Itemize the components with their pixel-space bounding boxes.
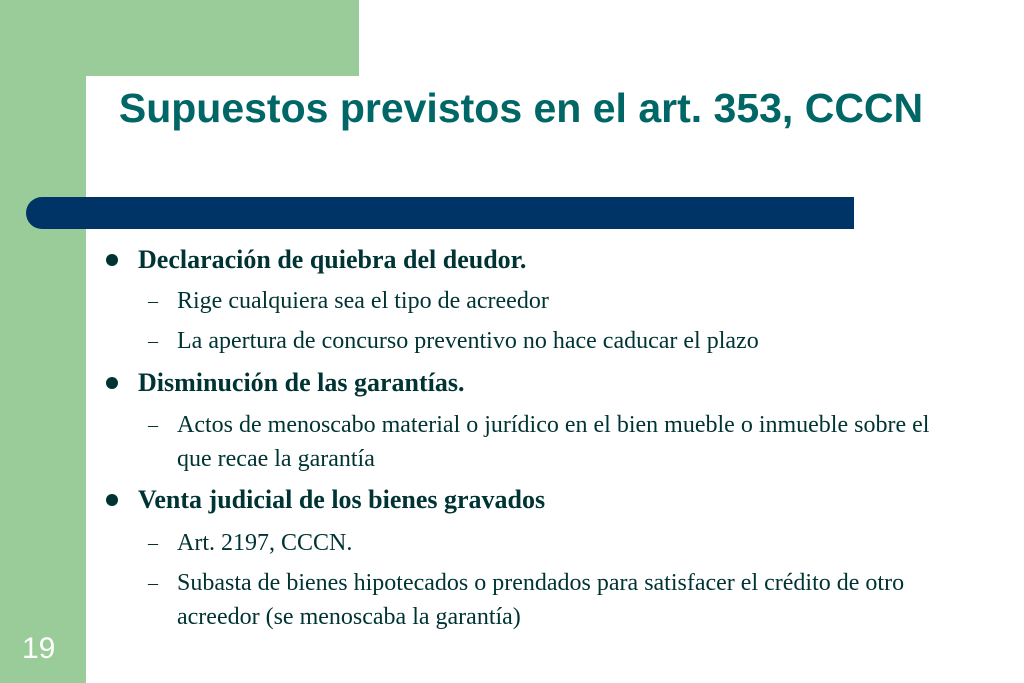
dash-icon: –: [148, 572, 158, 594]
dash-icon: –: [148, 532, 158, 554]
sub-item: Art. 2197, CCCN.: [177, 530, 353, 556]
sub-item: La apertura de concurso preventivo no hace caducar el plazo: [177, 328, 759, 354]
bullet-icon: [106, 254, 118, 266]
bullet-item: Declaración de quiebra del deudor.: [138, 245, 527, 274]
sub-item: Subasta de bienes hipotecados o prendados para satisfacer el crédito de otro acreedor (se menoscaba la garantía): [177, 570, 905, 630]
page-number: 19: [22, 632, 56, 665]
bullet-item: Venta judicial de los bienes gravados: [138, 485, 546, 514]
dash-icon: –: [148, 330, 158, 352]
sub-item: Rige cualquiera sea el tipo de acreedor: [177, 288, 549, 314]
dash-icon: –: [148, 290, 158, 312]
bullet-icon: [106, 377, 118, 389]
bullet-item: Disminución de las garantías.: [138, 368, 465, 397]
slide-title: Supuestos previstos en el art. 353, CCCN: [118, 85, 924, 131]
dash-icon: –: [148, 414, 158, 436]
sub-item: Actos de menoscabo material o jurídico en el bien mueble o inmueble sobre el que recae la garantía: [177, 412, 930, 472]
bullet-icon: [106, 494, 118, 506]
